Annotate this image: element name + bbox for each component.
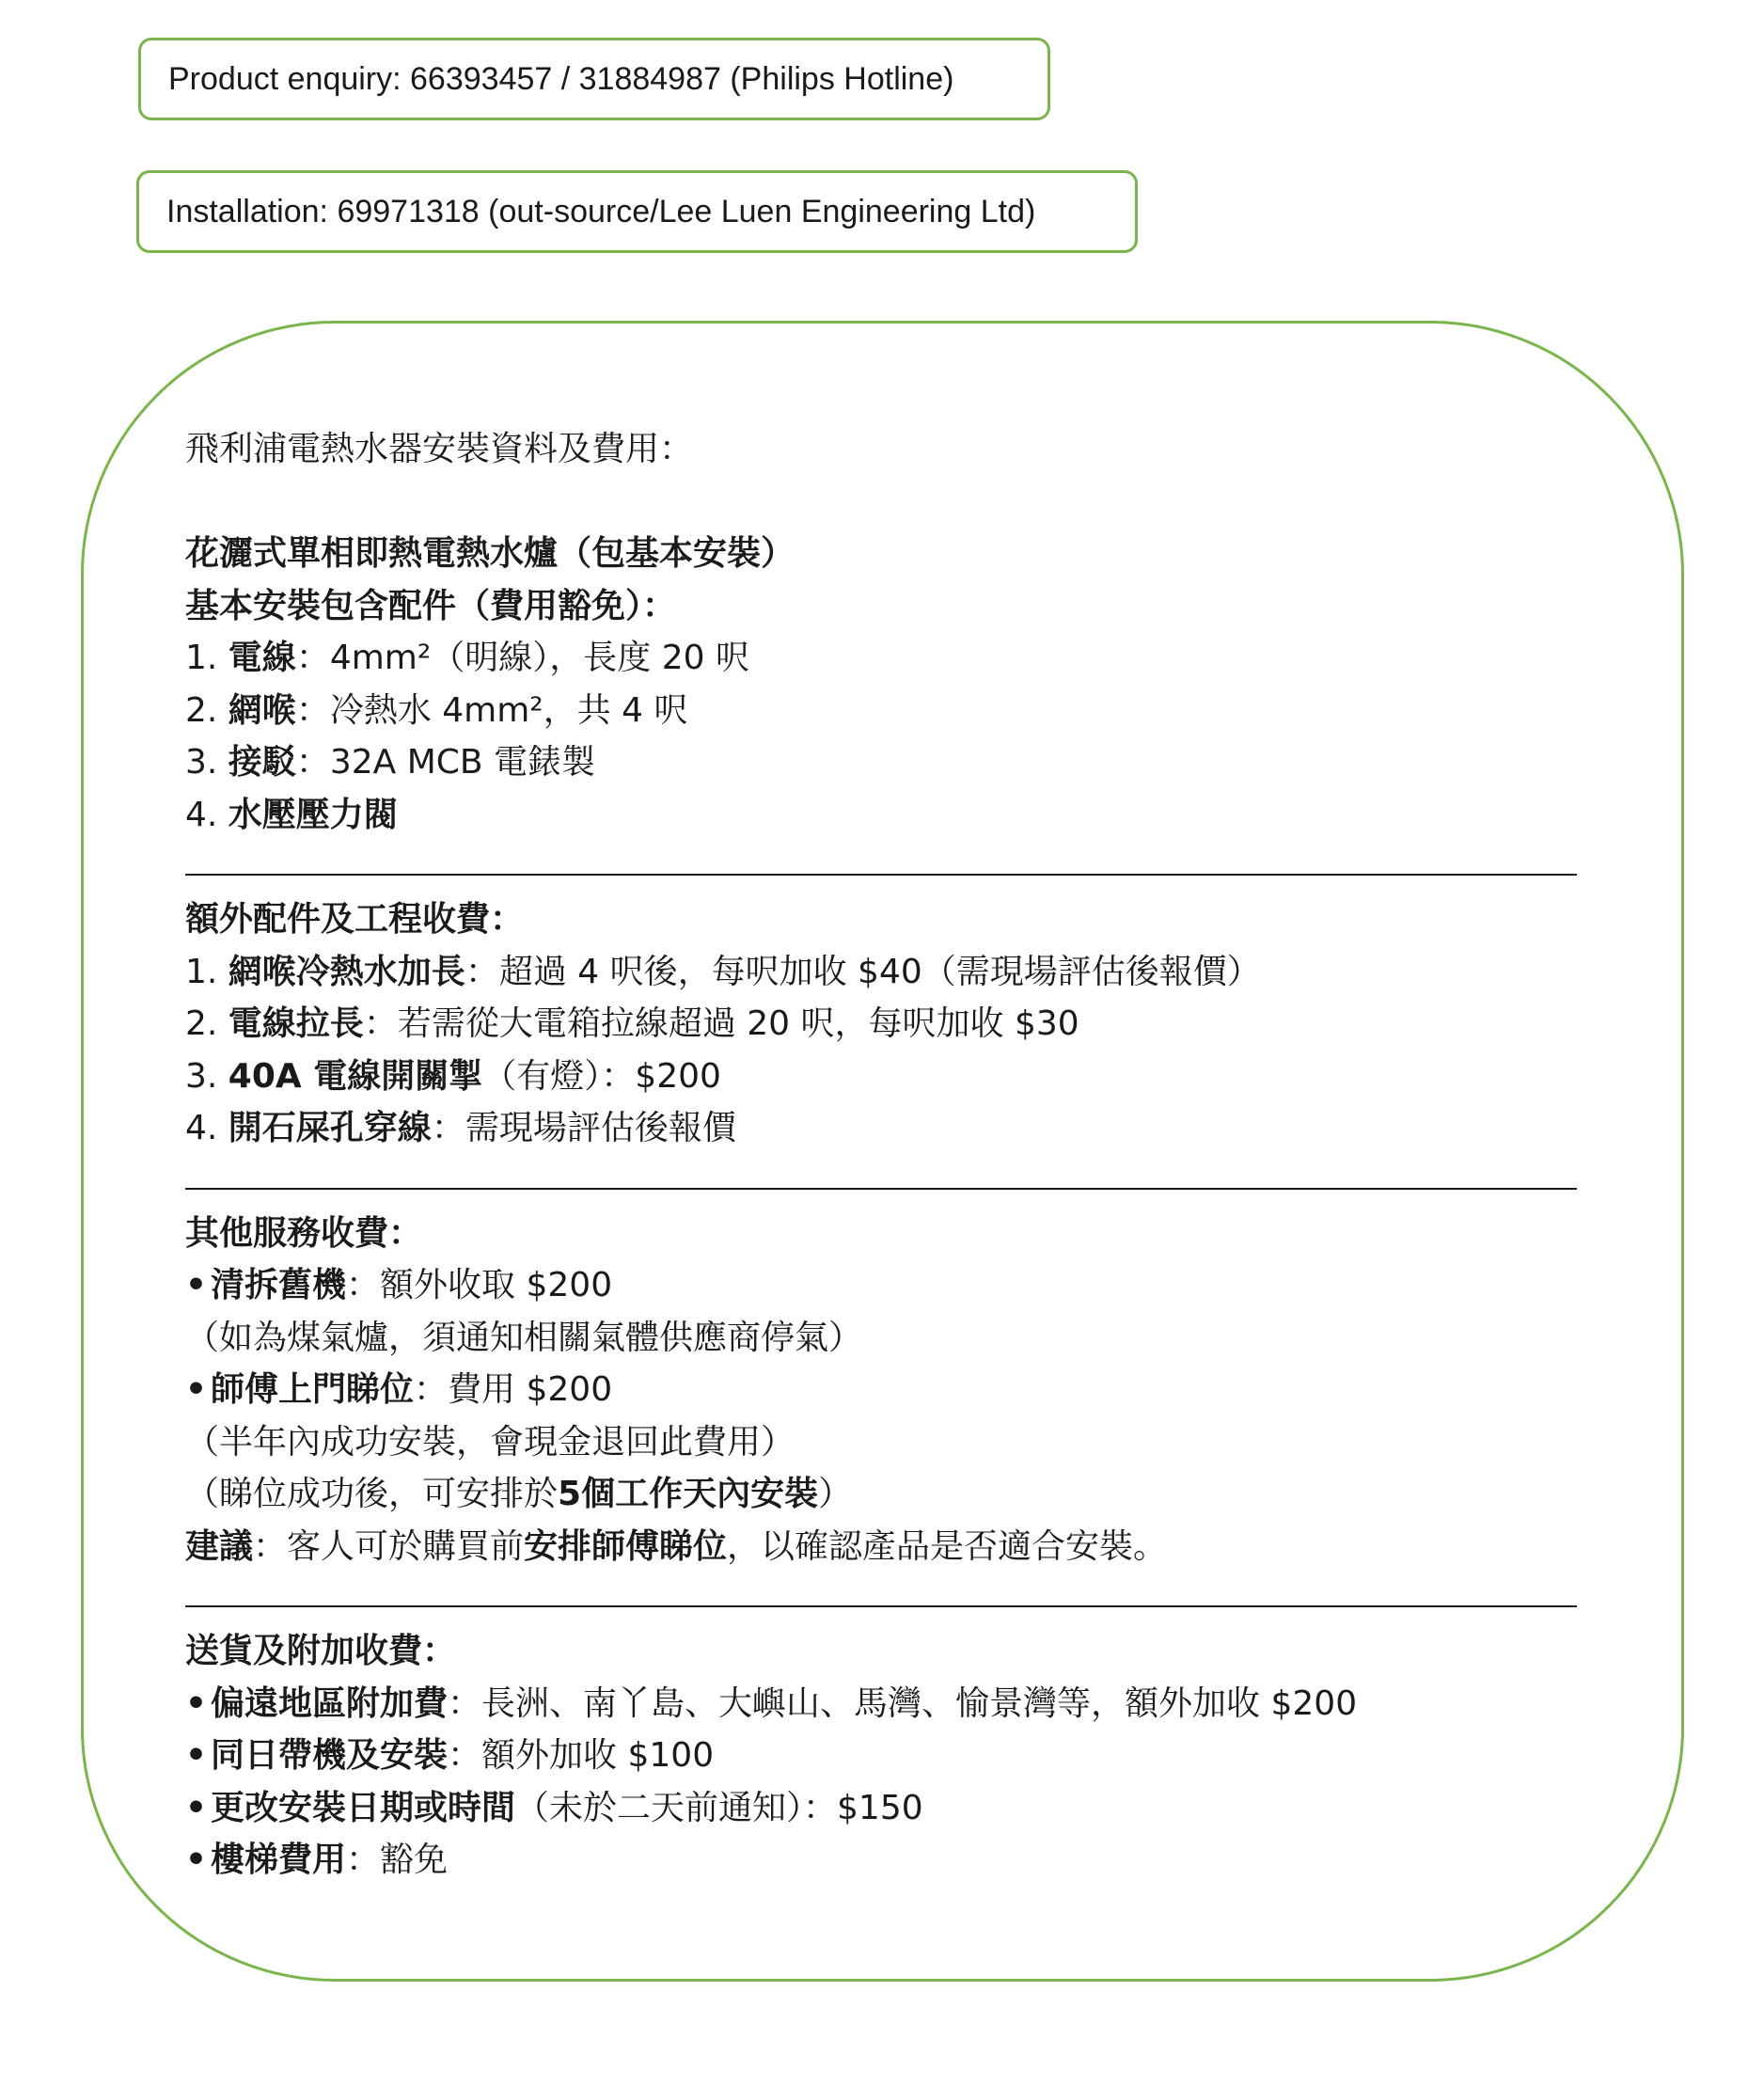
basic-title: 花灑式單相即熱電熱水爐（包基本安裝） (185, 534, 795, 573)
divider (185, 841, 1577, 893)
extra-item: 2. 電線拉長：若需從大電箱拉線超過 20 呎，每呎加收 $30 (185, 1004, 1079, 1043)
delivery-item: • 樓梯費用：豁免 (185, 1841, 449, 1879)
advice-line: 建議：客人可於購買前安排師傅睇位，以確認產品是否適合安裝。 (185, 1526, 1168, 1566)
intro-heading: 飛利浦電熱水器安裝資料及費用： (185, 430, 694, 468)
divider (185, 1155, 1577, 1208)
divider (185, 1572, 1577, 1625)
other-title: 其他服務收費： (185, 1213, 423, 1253)
delivery-item: • 偏遠地區附加費：長洲、南丫島、大嶼山、馬灣、愉景灣等，額外加收 $200 (185, 1683, 1358, 1723)
extra-item: 4. 開石屎孔穿線：需現場評估後報價 (185, 1109, 736, 1147)
delivery-item: • 更改安裝日期或時間（未於二天前通知）：$150 (185, 1788, 923, 1827)
other-item-note: （半年內成功安裝，會現金退回此費用） (185, 1422, 795, 1462)
product-enquiry-box (138, 38, 1050, 120)
installation-box (136, 170, 1138, 253)
extra-item: 3. 40A 電線開關掣（有燈）：$200 (185, 1056, 721, 1096)
basic-subtitle: 基本安裝包含配件（費用豁免）： (185, 586, 677, 625)
delivery-title: 送貨及附加收費： (185, 1632, 457, 1670)
other-item-site-visit: • 師傅上門睇位：費用 $200 (185, 1370, 613, 1409)
delivery-item: • 同日帶機及安裝：額外加收 $100 (185, 1736, 715, 1775)
extra-title: 額外配件及工程收費： (185, 900, 525, 939)
basic-item: 1. 電線：4mm²（明線），長度 20 呎 (185, 639, 749, 677)
other-item-remove-old: • 清拆舊機：額外收取 $200 (185, 1266, 613, 1304)
basic-item: 4. 水壓壓力閥 (185, 795, 398, 834)
installation-text: Installation: 69971318 (out-source/Lee Luen Engineering Ltd) (166, 193, 1036, 229)
other-item-note: （如為煤氣爐，須通知相關氣體供應商停氣） (185, 1318, 863, 1357)
basic-item: 3. 接駁：32A MCB 電錶製 (185, 743, 596, 782)
extra-item: 1. 網喉冷熱水加長：超過 4 呎後，每呎加收 $40（需現場評估後報價） (185, 952, 1261, 991)
other-item-note: （睇位成功後，可安排於5個工作天內安裝） (185, 1475, 853, 1513)
product-enquiry-text: Product enquiry: 66393457 / 31884987 (Philips Hotline) (168, 60, 954, 97)
basic-item: 2. 網喉：冷熱水 4mm²，共 4 呎 (185, 690, 688, 730)
fee-info-content (185, 423, 1577, 1887)
